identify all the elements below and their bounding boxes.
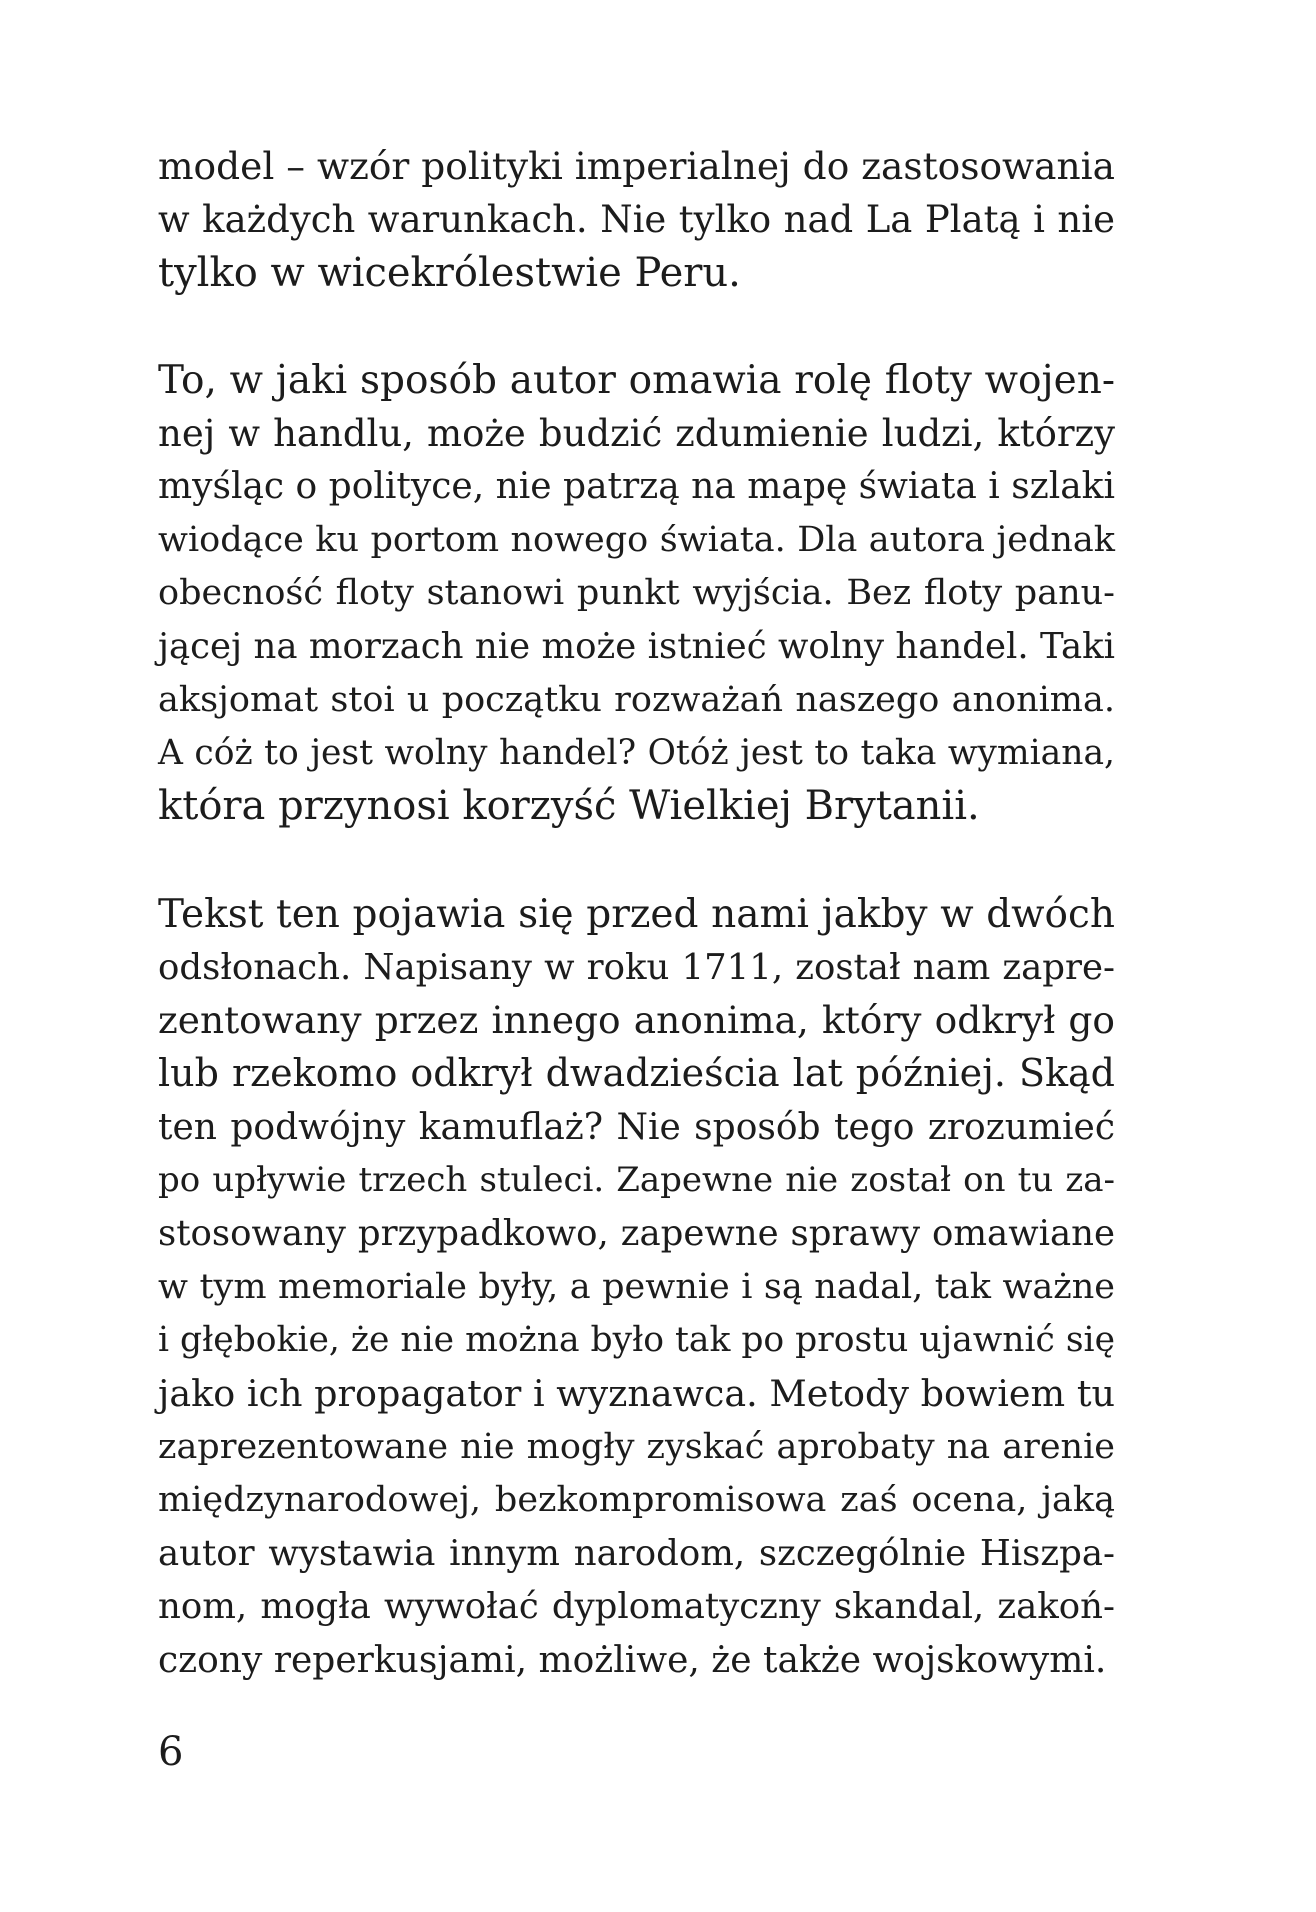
page-body [158,140,1115,1687]
text-line: autor wystawia innym narodom, szczególnie Hiszpa- [158,1533,1115,1575]
text-line: i głębokie, że nie można było tak po prostu ujawnić się [158,1319,1115,1360]
paragraph-gap [158,300,1115,354]
paragraph-gap [158,834,1115,888]
text-line: odsłonach. Napisany w roku 1711, został nam zapre- [158,946,1115,988]
page-number: 6 [158,1729,184,1775]
text-line: stosowany przypadkowo, zapewne sprawy omawiane [158,1213,1115,1255]
text-line: Tekst ten pojawia się przed nami jakby w dwóch [158,891,1115,937]
paragraph-3 [158,888,1115,1687]
text-line: tylko w wicekrólestwie Peru. [158,249,741,296]
text-line: w każdych warunkach. Nie tylko nad La Platą i nie [158,198,1115,242]
text-line: po upływie trzech stuleci. Zapewne nie został on tu za- [158,1160,1115,1201]
text-line: obecność floty stanowi punkt wyjścia. Bez floty panu- [158,573,1115,614]
text-line: w tym memoriale były, a pewnie i są nadal, tak ważne [158,1266,1115,1307]
text-line: czony reperkusjami, możliwe, że także wojskowymi. [158,1639,1107,1681]
text-line: ten podwójny kamuflaż? Nie sposób tego zrozumieć [158,1106,1115,1148]
text-line: A cóż to jest wolny handel? Otóż jest to taka wymiana, [158,732,1115,773]
text-line: zentowany przez innego anonima, który odkrył go [158,998,1115,1043]
text-line: To, w jaki sposób autor omawia rolę floty wojen- [158,357,1115,403]
text-line: nom, mogła wywołać dyplomatyczny skandal, zakoń- [158,1586,1115,1628]
text-line: nej w handlu, może budzić zdumienie ludzi, którzy [158,412,1115,456]
text-line: jako ich propagator i wyznawca. Metody bowiem tu [158,1372,1115,1416]
text-line: model – wzór polityki imperialnej do zastosowania [158,144,1115,188]
text-line: lub rzekomo odkrył dwadzieścia lat później. Skąd [158,1051,1115,1096]
text-line: jącej na morzach nie może istnieć wolny handel. Taki [158,626,1115,668]
paragraph-1 [158,140,1115,300]
text-line: zaprezentowane nie mogły zyskać aprobaty na arenie [158,1426,1115,1467]
text-line: międzynarodowej, bezkompromisowa zaś ocena, jaką [158,1479,1115,1520]
paragraph-2 [158,354,1115,834]
text-line: aksjomat stoi u początku rozważań naszego anonima. [158,679,1115,720]
text-line: wiodące ku portom nowego świata. Dla autora jednak [158,519,1115,560]
text-line: która przynosi korzyść Wielkiej Brytanii. [158,783,980,830]
text-line: myśląc o polityce, nie patrzą na mapę świata i szlaki [158,466,1115,508]
